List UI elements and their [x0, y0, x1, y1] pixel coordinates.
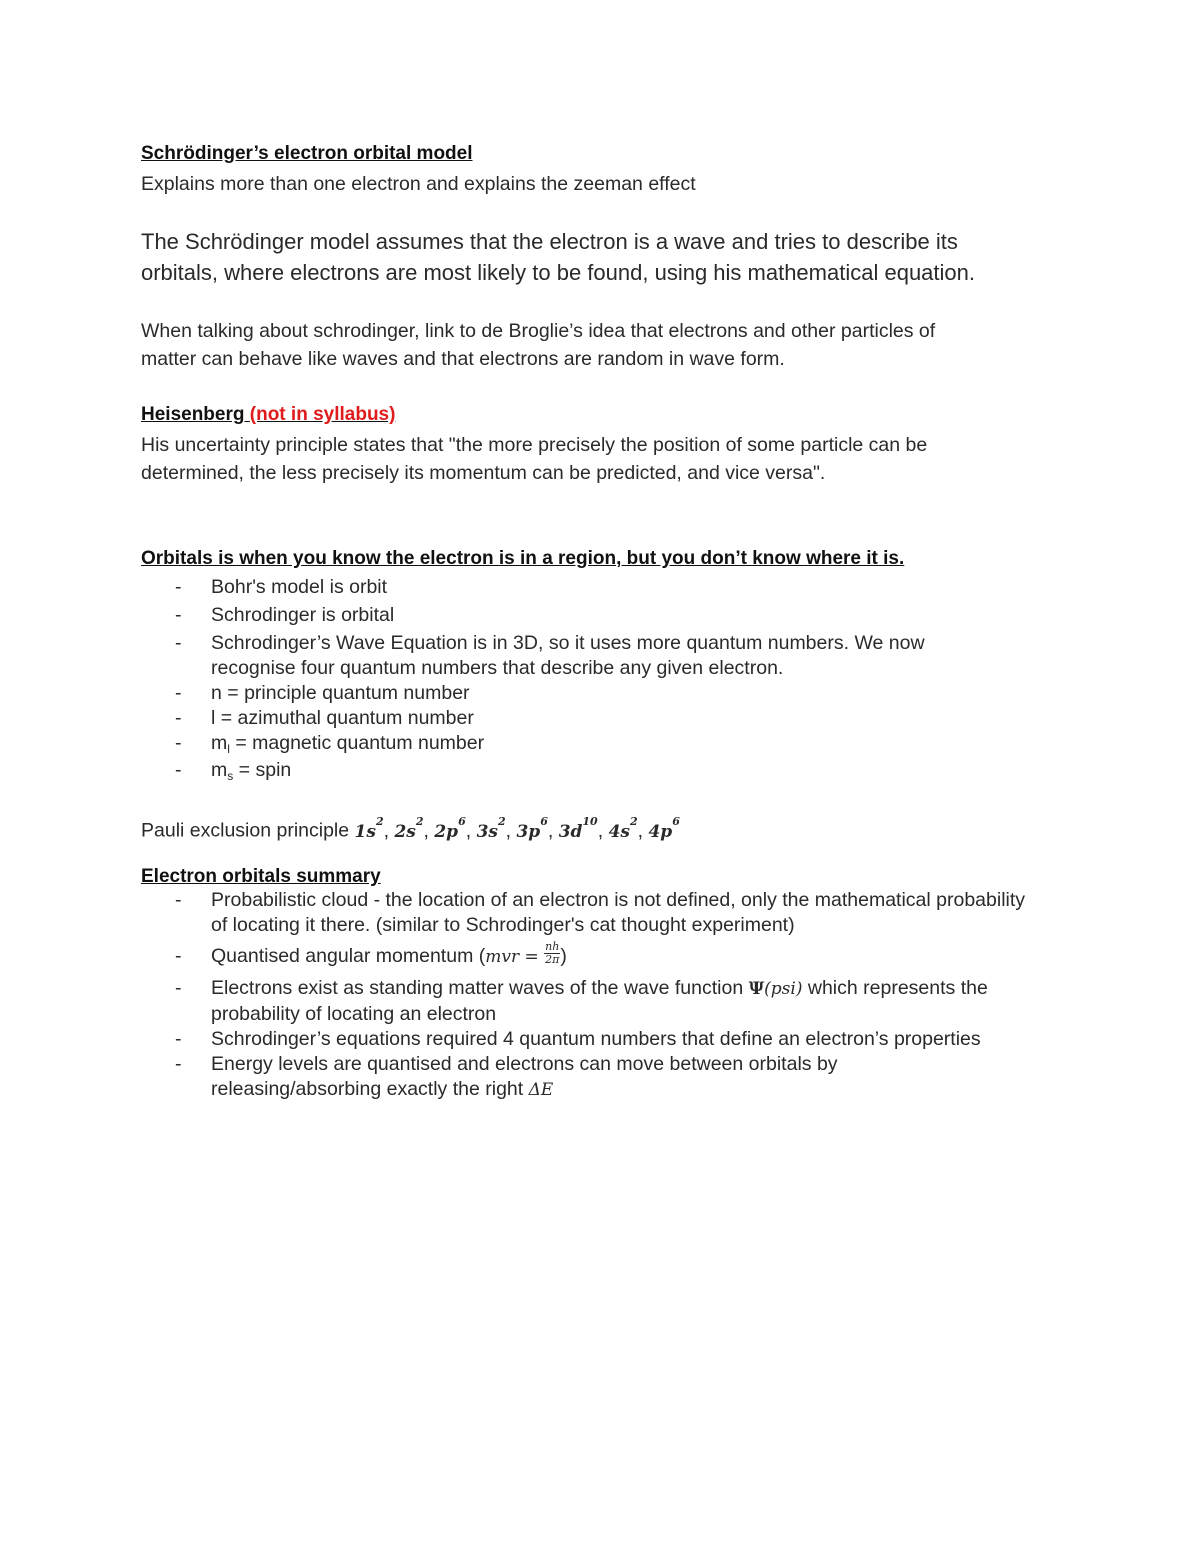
ml-symbol: m — [211, 732, 228, 754]
list-item: - Probabilistic cloud - the location of an electron is not defined, only the mathematical probability of locating it there. (similar to Schrodinger's cat thought experiment) — [141, 888, 1041, 938]
schrodinger-subtitle: Explains more than one electron and explains the zeeman effect — [141, 173, 696, 195]
orbital-3d: 3d — [558, 821, 583, 842]
config-separator: , — [423, 819, 435, 842]
delta-e-symbol: ΔE — [528, 1080, 554, 1100]
psi-label: (psi) — [764, 979, 803, 999]
list-item: - l = azimuthal quantum number — [141, 706, 1061, 731]
ms-symbol: m — [211, 759, 228, 781]
orbital-exponent: 2 — [629, 815, 638, 828]
config-separator: , — [597, 819, 609, 842]
not-in-syllabus-note: (not in syllabus) — [249, 404, 396, 425]
orbital-3p: 3p — [516, 821, 541, 842]
section-title-heisenberg — [141, 404, 395, 426]
fraction-denominator: 2π — [545, 953, 560, 967]
orbital-exponent: 6 — [672, 815, 680, 828]
list-item-ml — [141, 731, 1061, 758]
orbital-exponent: 2 — [497, 815, 506, 828]
orbital-exponent: 10 — [582, 815, 598, 828]
config-separator: , — [383, 819, 395, 842]
angular-momentum-text: Quantised angular momentum ( — [211, 945, 486, 967]
pauli-configs — [354, 815, 680, 842]
section-title-summary: Electron orbitals summary — [141, 866, 381, 887]
ms-text: = spin — [233, 759, 292, 781]
schrodinger-paragraph-line-2: orbitals, where electrons are most likely to be found, using his mathematical equation. — [141, 260, 975, 285]
list-item: - Bohr's model is orbit — [141, 575, 1061, 600]
list-item-ms — [141, 758, 1061, 785]
ms-subscript: s — [227, 769, 234, 783]
config-separator: , — [547, 819, 559, 842]
config-separator: , — [505, 819, 517, 842]
list-item: - n = principle quantum number — [141, 681, 1061, 706]
summary-list — [141, 888, 1061, 1103]
nh-over-2pi-fraction — [544, 941, 560, 966]
orbital-exponent: 6 — [540, 815, 548, 828]
list-item: - Schrodinger’s Wave Equation is in 3D, so it uses more quantum numbers. We now recognise four quantum numbers that describe any given electron. — [141, 631, 1011, 681]
orbitals-list — [141, 575, 1061, 785]
config-separator: , — [637, 819, 649, 842]
list-item-energy-levels — [141, 1052, 971, 1103]
section-title-schrodinger: Schrödinger’s electron orbital model — [141, 143, 473, 164]
uncertainty-line-2: determined, the less precisely its momentum can be predicted, and vice versa". — [141, 462, 826, 484]
uncertainty-line-1: His uncertainty principle states that "the more precisely the position of some particle can be — [141, 434, 928, 456]
schrodinger-paragraph-line-1: The Schrödinger model assumes that the electron is a wave and tries to describe its — [141, 229, 958, 254]
closing-paren: ) — [560, 945, 567, 967]
wave-function-suffix: which represents the probability of locating an electron — [211, 977, 988, 1025]
orbital-exponent: 6 — [458, 815, 466, 828]
orbital-exponent: 2 — [375, 815, 384, 828]
heisenberg-title: Heisenberg — [141, 404, 245, 425]
psi-symbol: Ψ — [748, 979, 765, 999]
pauli-label: Pauli exclusion principle — [141, 819, 355, 842]
orbital-2p: 2p — [434, 821, 459, 842]
section-title-orbitals: Orbitals is when you know the electron is in a region, but you don’t know where it is. — [141, 548, 905, 569]
config-separator: , — [465, 819, 477, 842]
orbital-3s: 3s — [476, 821, 498, 842]
orbital-1s: 1s — [354, 821, 376, 842]
mvr-expression: mvr = — [485, 947, 539, 967]
ml-subscript: l — [227, 742, 230, 756]
de-broglie-line-1: When talking about schrodinger, link to de Broglie’s idea that electrons and other particles of — [141, 320, 936, 342]
ml-text: = magnetic quantum number — [229, 732, 485, 754]
de-broglie-line-2: matter can behave like waves and that electrons are random in wave form. — [141, 348, 785, 370]
fraction-numerator: nh — [545, 940, 560, 954]
orbital-4s: 4s — [608, 821, 630, 842]
list-item-angular-momentum — [141, 940, 1061, 970]
energy-levels-text: Energy levels are quantised and electrons can move between orbitals by releasing/absorbing exactly the right — [211, 1053, 838, 1100]
list-item: - Schrodinger’s equations required 4 quantum numbers that define an electron’s properties — [141, 1027, 1011, 1052]
pauli-line — [141, 812, 680, 846]
list-item: - Schrodinger is orbital — [141, 603, 1061, 628]
wave-function-text: Electrons exist as standing matter waves of the wave function — [211, 977, 749, 999]
orbital-2s: 2s — [394, 821, 416, 842]
list-item-wave-function — [141, 976, 1041, 1027]
orbital-4p: 4p — [648, 821, 673, 842]
orbital-exponent: 2 — [415, 815, 424, 828]
